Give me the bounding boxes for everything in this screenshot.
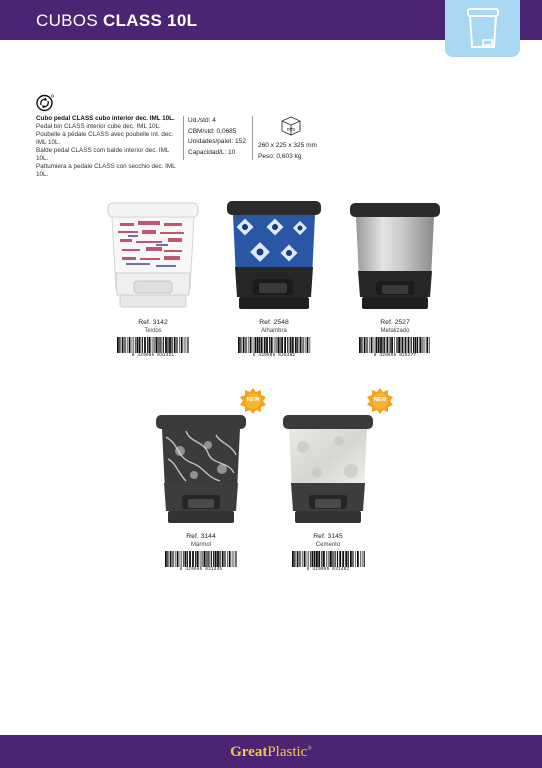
barcode-bar <box>302 551 303 567</box>
barcode-bar <box>266 337 268 353</box>
barcode-bar <box>332 551 333 567</box>
barcode-bar <box>280 337 281 353</box>
barcode-bar <box>264 337 266 353</box>
barcode-bar <box>259 337 260 353</box>
barcode-bar <box>417 337 418 353</box>
barcode-bar <box>316 551 318 567</box>
barcode-bar <box>197 551 199 567</box>
barcode-bar <box>232 551 233 567</box>
barcode-bar <box>309 551 310 567</box>
barcode-bar <box>129 337 131 353</box>
page-title-light: CUBOS <box>36 11 98 30</box>
barcode-bar <box>401 337 402 353</box>
barcode-bar <box>167 551 168 567</box>
barcode-bar <box>391 337 393 353</box>
spec-units-per-pallet: Unidades/palet: 152 <box>188 138 246 146</box>
barcode-bar <box>310 337 311 353</box>
barcode-bar <box>290 337 292 353</box>
barcode-bar <box>127 337 128 353</box>
barcode-bar <box>281 337 283 353</box>
barcode-bar <box>402 337 404 353</box>
barcode-bar <box>374 337 375 353</box>
barcode-bar <box>408 337 410 353</box>
barcode-bar <box>175 551 176 567</box>
recycle-icon <box>36 94 54 112</box>
barcode-bar <box>204 551 206 567</box>
barcode-bar <box>202 551 203 567</box>
barcode-bar <box>380 337 382 353</box>
new-badge-label: NEW <box>373 397 387 403</box>
barcode-bar <box>284 337 286 353</box>
barcode-bar <box>171 337 172 353</box>
spec-capacity: Capacidad/L: 10 <box>188 148 236 156</box>
barcode-bar <box>132 337 133 353</box>
description-title: Cubo pedal CLASS cubo interior dec. IML 10L. <box>36 115 175 122</box>
barcode-bar <box>371 337 373 353</box>
page-footer <box>0 735 542 768</box>
barcode-bar <box>184 337 185 353</box>
barcode-bar <box>248 337 249 353</box>
barcode-bar <box>177 551 179 567</box>
barcode-bar <box>207 551 208 567</box>
barcode-bar <box>117 337 119 353</box>
barcode-bar <box>152 337 153 353</box>
new-badge <box>367 388 393 414</box>
barcode-bar <box>337 551 338 567</box>
barcode-bar <box>179 337 180 353</box>
barcode-bar <box>333 551 334 567</box>
barcode-number: 8 429905 031421 <box>115 353 191 359</box>
barcode-bar <box>277 337 278 353</box>
barcode-bar <box>425 337 426 353</box>
barcode-bar <box>192 551 194 567</box>
barcode-bar <box>137 337 138 353</box>
box-unit: mm <box>286 127 296 133</box>
barcode-bar <box>364 551 365 567</box>
description-line: Balde pedal CLASS com balde interior dec. IML 10L. <box>36 147 170 162</box>
barcode-bar <box>187 337 188 353</box>
barcode-number: 8 429905 031452 <box>290 567 366 573</box>
barcode-bar <box>307 551 308 567</box>
product-name: Alhambra <box>261 328 287 334</box>
barcode-bar <box>330 551 332 567</box>
dimensions-value: 260 x 225 x 325 mm <box>258 142 317 149</box>
barcode-bar <box>353 551 354 567</box>
barcode-bar <box>287 337 288 353</box>
brand-bold: Great <box>230 744 268 760</box>
product-name: Metalizado <box>380 328 410 334</box>
barcode-bar <box>384 337 385 353</box>
barcode-bar <box>186 337 187 353</box>
barcode-bar <box>312 551 313 567</box>
barcode-bar <box>321 551 322 567</box>
barcode-bar <box>361 337 362 353</box>
barcode-bar <box>415 337 417 353</box>
page-title <box>36 11 197 31</box>
barcode-bar <box>345 551 347 567</box>
barcode-bar <box>329 551 330 567</box>
barcode-bar <box>352 551 353 567</box>
product-name: Textos <box>144 328 162 334</box>
barcode-bar <box>243 337 245 353</box>
barcode-bar <box>362 551 363 567</box>
category-tab[interactable] <box>445 0 520 57</box>
product-image <box>219 197 329 317</box>
product-image <box>98 197 208 317</box>
description-line: Poubelle à pédale CLASS avec poubelle int. dec. IML 10L. <box>36 131 174 146</box>
spec-cbm: CBM/std: 0,0685 <box>188 127 237 135</box>
barcode-bar <box>297 337 298 353</box>
box-icon <box>280 116 302 136</box>
barcode-bar <box>271 337 273 353</box>
product-ref: Ref. 3144 <box>186 533 216 540</box>
barcode-bar <box>185 551 186 567</box>
barcode-bar <box>366 337 367 353</box>
barcode-bar <box>200 551 201 567</box>
barcode-bar <box>180 551 181 567</box>
barcode-bar <box>394 337 395 353</box>
description-line: Pattumiera a pedale CLASS con secchio dec. IML 10L. <box>36 163 176 178</box>
barcode-bar <box>429 337 430 353</box>
barcode-bar <box>318 551 320 567</box>
barcode-bar <box>378 337 380 353</box>
brand-trademark: ® <box>307 746 312 752</box>
barcode-number: 8 429905 025482 <box>236 353 312 359</box>
barcode-bar <box>172 551 173 567</box>
page-title-bold: CLASS 10L <box>103 11 198 30</box>
barcode-bar <box>261 337 263 353</box>
barcode-bar <box>225 551 226 567</box>
barcode-bar <box>246 337 247 353</box>
barcode-bar <box>163 337 164 353</box>
product-ref: Ref. 3142 <box>138 319 168 326</box>
barcode-bar <box>240 337 241 353</box>
barcode-bar <box>169 337 171 353</box>
barcode-bar <box>367 337 368 353</box>
barcode-bar <box>422 337 423 353</box>
product-description <box>36 115 181 179</box>
barcode-bar <box>170 551 172 567</box>
new-badge-label: NEW <box>246 397 260 403</box>
barcode-bar <box>245 337 246 353</box>
barcode-bar <box>154 337 155 353</box>
barcode-bar <box>339 551 341 567</box>
barcode-bar <box>149 337 151 353</box>
barcode-bar <box>314 551 316 567</box>
barcode-bar <box>229 551 231 567</box>
barcode-bar <box>158 337 159 353</box>
barcode-bar <box>187 551 188 567</box>
barcode-bar <box>177 337 178 353</box>
barcode-bar <box>227 551 228 567</box>
product-ref: Ref. 3145 <box>313 533 343 540</box>
barcode-bar <box>173 551 174 567</box>
barcode-bar <box>323 551 325 567</box>
product-image <box>146 411 256 531</box>
packaging-specs <box>188 116 246 158</box>
barcode-bar <box>122 337 124 353</box>
barcode-bar <box>328 551 329 567</box>
barcode-bar <box>292 337 294 353</box>
barcode-bar <box>426 337 428 353</box>
divider <box>183 116 184 160</box>
barcode-bar <box>419 337 421 353</box>
barcode-bar <box>167 337 168 353</box>
divider <box>252 116 253 160</box>
barcode-bar <box>292 551 294 567</box>
barcode-bar <box>250 337 252 353</box>
barcode-bar <box>278 337 280 353</box>
barcode-bar <box>335 551 336 567</box>
barcode-bar <box>397 337 398 353</box>
description-line: Pedal bin CLASS interior cube dec. IML 10L. <box>36 123 161 130</box>
barcode-bar <box>257 337 259 353</box>
barcode-bar <box>423 337 424 353</box>
product-image <box>273 411 383 531</box>
barcode-bar <box>238 337 240 353</box>
product-ref: Ref. 2548 <box>259 319 289 326</box>
weight-value: Peso: 0,603 kg <box>258 153 302 160</box>
barcode-bar <box>134 337 135 353</box>
barcode-bar <box>182 551 183 567</box>
barcode-bar <box>357 551 359 567</box>
barcode-bar <box>326 551 327 567</box>
barcode-bar <box>119 337 120 353</box>
barcode-bar <box>195 551 196 567</box>
product-name: Mármol <box>190 542 211 548</box>
barcode-bar <box>155 337 156 353</box>
barcode-bar <box>125 337 126 353</box>
barcode-bar <box>299 551 300 567</box>
barcode-bar <box>390 337 391 353</box>
barcode-number: 8 429905 025277 <box>357 353 433 359</box>
barcode-bar <box>305 337 306 353</box>
new-badge <box>240 388 266 414</box>
barcode-bar <box>165 337 167 353</box>
product-image <box>340 197 450 317</box>
barcode-bar <box>253 337 254 353</box>
bin-icon <box>463 7 503 51</box>
barcode-bar <box>398 337 400 353</box>
barcode-bar <box>156 337 158 353</box>
barcode-bar <box>364 337 366 353</box>
barcode-bar <box>376 337 378 353</box>
barcode-bar <box>300 551 301 567</box>
barcode-bar <box>304 551 306 567</box>
barcode-bar <box>181 337 183 353</box>
product-name: Cemento <box>315 542 341 548</box>
barcode-bar <box>144 337 146 353</box>
barcode-bar <box>183 551 184 567</box>
barcode-bar <box>342 551 344 567</box>
brand-light: Plastic <box>267 744 308 760</box>
barcode-bar <box>147 337 148 353</box>
dimensions-info <box>258 140 317 162</box>
barcode-bar <box>215 551 217 567</box>
product-ref: Ref. 2527 <box>380 319 410 326</box>
brand-logo <box>0 744 542 761</box>
barcode-bar <box>124 337 125 353</box>
barcode-bar <box>189 551 191 567</box>
barcode-bar <box>307 337 309 353</box>
barcode-bar <box>160 337 161 353</box>
barcode-bar <box>135 337 136 353</box>
barcode-bar <box>413 337 414 353</box>
barcode-bar <box>387 337 389 353</box>
barcode-bar <box>295 337 297 353</box>
barcode-number: 8 429905 031445 <box>163 567 239 573</box>
barcode-bar <box>165 551 167 567</box>
barcode-bar <box>302 337 303 353</box>
barcode-bar <box>310 551 311 567</box>
barcode-bar <box>235 551 236 567</box>
barcode-bar <box>224 551 225 567</box>
barcode-bar <box>139 337 141 353</box>
barcode-bar <box>300 337 302 353</box>
barcode-bar <box>269 337 270 353</box>
barcode-bar <box>355 551 356 567</box>
barcode-bar <box>176 337 177 353</box>
barcode-bar <box>174 337 176 353</box>
barcode-bar <box>294 551 295 567</box>
barcode-bar <box>219 551 220 567</box>
barcode-bar <box>222 551 224 567</box>
barcode-bar <box>297 551 299 567</box>
barcode-bar <box>208 551 209 567</box>
barcode-bar <box>303 337 304 353</box>
barcode-bar <box>255 337 257 353</box>
spec-units-per-pack: Ud./std: 4 <box>188 117 216 124</box>
barcode-bar <box>411 337 412 353</box>
barcode-bar <box>206 551 207 567</box>
barcode-bar <box>142 337 143 353</box>
barcode-bar <box>360 551 361 567</box>
barcode-bar <box>274 337 275 353</box>
barcode-bar <box>359 337 361 353</box>
barcode-bar <box>234 551 235 567</box>
barcode-bar <box>203 551 204 567</box>
barcode-bar <box>211 551 212 567</box>
barcode-bar <box>405 337 407 353</box>
barcode-bar <box>350 551 352 567</box>
barcode-bar <box>217 551 219 567</box>
barcode-bar <box>369 337 370 353</box>
barcode-bar <box>213 551 214 567</box>
barcode-bar <box>382 337 383 353</box>
barcode-bar <box>396 337 397 353</box>
barcode-bar <box>348 551 349 567</box>
barcode-bar <box>159 337 160 353</box>
barcode-bar <box>276 337 277 353</box>
